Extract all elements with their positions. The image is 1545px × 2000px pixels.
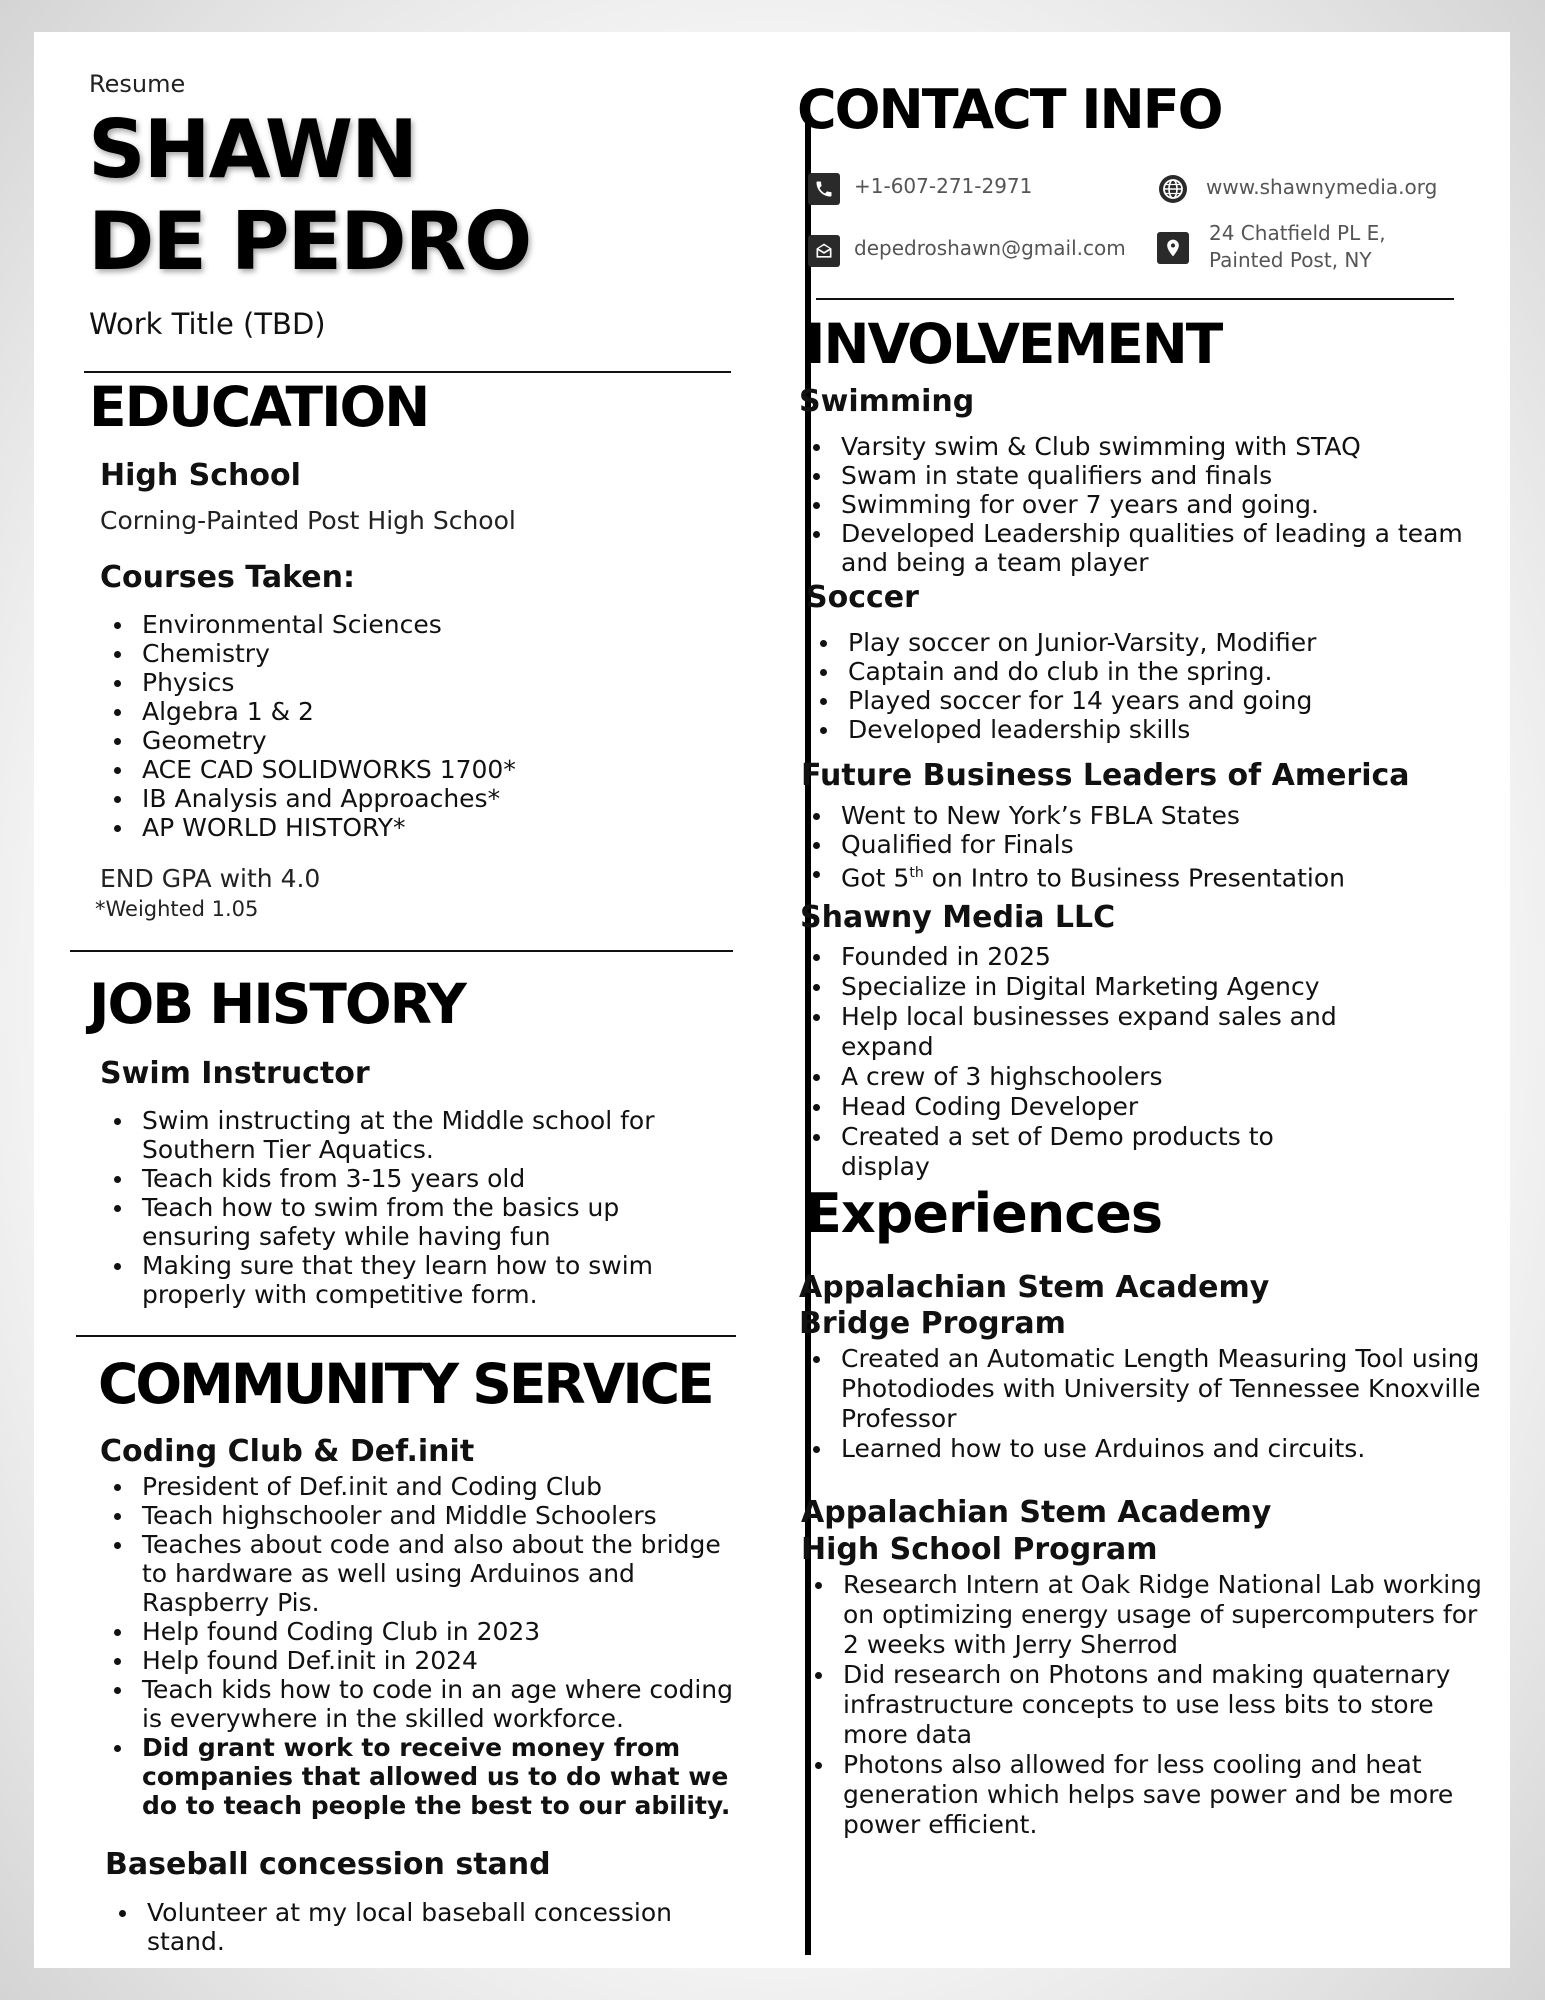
list-item: Geometry — [100, 726, 720, 755]
place-sup: th — [909, 865, 924, 881]
divider — [816, 298, 1454, 300]
stem-bridge-title-1: Appalachian Stem Academy — [799, 1270, 1270, 1305]
name-line-2: DE PEDRO — [88, 195, 531, 288]
list-item: Help found Def.init in 2024 — [100, 1646, 740, 1675]
stem-bridge-bullets — [799, 1344, 1499, 1464]
education-heading: EDUCATION — [89, 375, 429, 439]
list-item: A crew of 3 highschoolers — [799, 1062, 1359, 1092]
list-item: Teach kids from 3-15 years old — [100, 1164, 725, 1193]
contact-heading: CONTACT INFO — [797, 78, 1222, 141]
list-item: Did grant work to receive money from companies that allowed us to do what we do to teach people the best to our ability. — [100, 1733, 740, 1820]
list-item: Teach highschooler and Middle Schoolers — [100, 1501, 740, 1530]
phone-icon — [808, 173, 840, 205]
email-link[interactable]: depedroshawn@gmail.com — [854, 236, 1126, 260]
place-prefix: Got 5 — [841, 863, 910, 893]
list-item: AP WORLD HISTORY* — [100, 813, 720, 842]
place-suffix: on Intro to Business Presentation — [923, 863, 1345, 893]
list-item: Help local businesses expand sales and expand — [799, 1002, 1359, 1062]
stem-hs-title-2: High School Program — [801, 1532, 1158, 1567]
baseball-bullets — [105, 1898, 725, 1956]
list-item: Created an Automatic Length Measuring Tool using Photodiodes with University of Tennessee Knoxville Professor — [799, 1344, 1499, 1434]
list-item: Research Intern at Oak Ridge National Lab working on optimizing energy usage of supercomputers for 2 weeks with Jerry Sherrod — [801, 1570, 1501, 1660]
list-item: Help found Coding Club in 2023 — [100, 1617, 740, 1646]
shawny-media-bullets — [799, 942, 1359, 1182]
list-item: Teach kids how to code in an age where coding is everywhere in the skilled workforce. — [100, 1675, 740, 1733]
baseball-title: Baseball concession stand — [105, 1847, 551, 1882]
list-item: Teach how to swim from the basics up ensuring safety while having fun — [100, 1193, 725, 1251]
list-item: Went to New York’s FBLA States — [799, 801, 1479, 830]
courses-heading: Courses Taken: — [100, 560, 355, 595]
list-item: Captain and do club in the spring. — [806, 657, 1486, 686]
coding-club-bullets — [100, 1472, 740, 1820]
stem-hs-bullets — [801, 1570, 1501, 1840]
shawny-media-title: Shawny Media LLC — [800, 900, 1116, 935]
work-title: Work Title (TBD) — [89, 307, 326, 341]
weighted-note: *Weighted 1.05 — [95, 897, 259, 921]
involvement-heading: INVOLVEMENT — [805, 312, 1222, 376]
list-item: Photons also allowed for less cooling and heat generation which helps save power and be more power efficient. — [801, 1750, 1501, 1840]
job-bullets — [100, 1106, 725, 1309]
coding-club-title: Coding Club & Def.init — [100, 1434, 475, 1469]
job-history-heading: JOB HISTORY — [89, 972, 465, 1036]
list-item: Learned how to use Arduinos and circuits. — [799, 1434, 1499, 1464]
website-link[interactable]: www.shawnymedia.org — [1206, 175, 1438, 199]
stem-bridge-title-2: Bridge Program — [799, 1306, 1066, 1341]
list-item: Did research on Photons and making quaternary infrastructure concepts to use less bits to store more data — [801, 1660, 1501, 1750]
education-level: High School — [100, 458, 301, 493]
list-item: Developed Leadership qualities of leading a team and being a team player — [799, 519, 1479, 577]
list-item: IB Analysis and Approaches* — [100, 784, 720, 813]
fbla-bullets — [799, 801, 1479, 892]
job-title: Swim Instructor — [100, 1056, 370, 1091]
gpa: END GPA with 4.0 — [100, 864, 321, 893]
list-item: Volunteer at my local baseball concession stand. — [105, 1898, 725, 1956]
list-item: Head Coding Developer — [799, 1092, 1359, 1122]
list-item: Created a set of Demo products to display — [799, 1122, 1359, 1182]
school-name: Corning-Painted Post High School — [100, 506, 516, 535]
resume-label: Resume — [89, 70, 186, 98]
location-pin-icon — [1157, 232, 1189, 264]
list-item: Swim instructing at the Middle school for Southern Tier Aquatics. — [100, 1106, 725, 1164]
divider — [84, 371, 731, 373]
list-item: Varsity swim & Club swimming with STAQ — [799, 432, 1479, 461]
list-item: Swam in state qualifiers and finals — [799, 461, 1479, 490]
soccer-bullets — [806, 628, 1486, 744]
list-item: Environmental Sciences — [100, 610, 720, 639]
list-item — [799, 859, 1479, 892]
swimming-bullets — [799, 432, 1479, 577]
list-item: Played soccer for 14 years and going — [806, 686, 1486, 715]
fbla-title: Future Business Leaders of America — [801, 758, 1410, 793]
list-item: Founded in 2025 — [799, 942, 1359, 972]
experiences-heading: Experiences — [805, 1182, 1162, 1245]
list-item: Physics — [100, 668, 720, 697]
list-item: Play soccer on Junior-Varsity, Modifier — [806, 628, 1486, 657]
globe-icon — [1157, 173, 1189, 205]
mail-icon — [808, 235, 840, 267]
list-item: Developed leadership skills — [806, 715, 1486, 744]
resume-sheet — [34, 32, 1510, 1968]
list-item: ACE CAD SOLIDWORKS 1700* — [100, 755, 720, 784]
address-line-2: Painted Post, NY — [1209, 248, 1372, 272]
name-line-1: SHAWN — [88, 103, 417, 196]
list-item: President of Def.init and Coding Club — [100, 1472, 740, 1501]
community-service-heading: COMMUNITY SERVICE — [98, 1352, 712, 1416]
list-item: Algebra 1 & 2 — [100, 697, 720, 726]
courses-list — [100, 610, 720, 842]
list-item: Teaches about code and also about the bridge to hardware as well using Arduinos and Raspberry Pis. — [100, 1530, 740, 1617]
phone-number: +1-607-271-2971 — [854, 174, 1033, 198]
list-item: Making sure that they learn how to swim properly with competitive form. — [100, 1251, 725, 1309]
address-line-1: 24 Chatfield PL E, — [1209, 221, 1386, 245]
list-item: Specialize in Digital Marketing Agency — [799, 972, 1359, 1002]
swimming-title: Swimming — [799, 384, 975, 419]
list-item: Chemistry — [100, 639, 720, 668]
soccer-title: Soccer — [806, 580, 919, 615]
divider — [76, 1335, 736, 1337]
list-item: Swimming for over 7 years and going. — [799, 490, 1479, 519]
stem-hs-title-1: Appalachian Stem Academy — [801, 1495, 1272, 1530]
divider — [70, 950, 733, 952]
list-item: Qualified for Finals — [799, 830, 1479, 859]
